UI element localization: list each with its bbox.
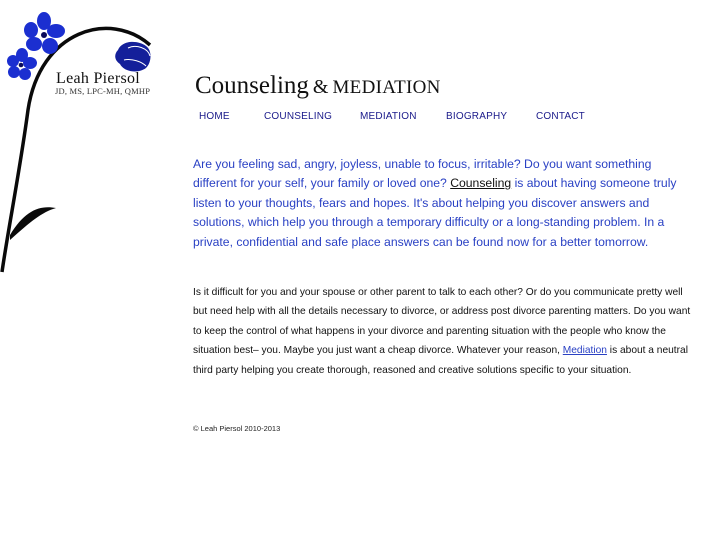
flower-right bbox=[115, 42, 150, 72]
logo-name: Leah Piersol bbox=[56, 70, 141, 87]
title-ampersand: & bbox=[312, 76, 329, 98]
intro-text-end: is about having someone truly listen to your thoughts, fears and hopes. It's about helping you discover answers and solutions, which help you through a temporary difficulty or a long-standing problem. In a private, confidential and safe place answers can be found now for a better tomorrow. bbox=[193, 176, 677, 249]
site-title bbox=[195, 72, 441, 100]
nav-contact[interactable]: CONTACT bbox=[536, 111, 585, 122]
nav-counseling[interactable]: COUNSELING bbox=[264, 111, 333, 122]
intro-text-start: Are you feeling sad, angry, joyless, unable to focus, irritable? Do you want something different for your self, your family or loved one? bbox=[193, 157, 652, 191]
title-mediation: MEDIATION bbox=[332, 77, 441, 98]
nav-mediation[interactable]: MEDIATION bbox=[360, 111, 417, 122]
mediation-link[interactable]: Mediation bbox=[562, 345, 607, 357]
mediation-text-start: Is it difficult for you and your spouse or other parent to talk to each other? Or do you communicate pretty well but need help with all the details necessary to divorce, or address post divorce parenting matters. Do you want to keep the control of what happens in your divorce and parenting situation with the people who know the situation best– you. Maybe you just want a cheap divorce. Whatever your reason, bbox=[193, 287, 691, 357]
copyright-notice: © Leah Piersol 2010-2013 bbox=[193, 424, 281, 433]
mediation-text-end: is about a neutral third party helping you create thorough, reasoned and creative solutions specific to your situation. bbox=[193, 345, 688, 376]
nav-biography[interactable]: BIOGRAPHY bbox=[446, 111, 508, 122]
logo-credentials: JD, MS, LPC-MH, QMHP bbox=[55, 86, 151, 96]
nav-home[interactable]: HOME bbox=[199, 111, 230, 122]
title-counseling: Counseling bbox=[195, 72, 309, 99]
counseling-link[interactable]: Counseling bbox=[450, 176, 512, 191]
leaf-shape bbox=[10, 207, 56, 240]
mediation-paragraph bbox=[193, 283, 693, 380]
flower-logo bbox=[0, 0, 160, 280]
flower-left bbox=[7, 48, 37, 80]
intro-paragraph bbox=[193, 155, 693, 252]
